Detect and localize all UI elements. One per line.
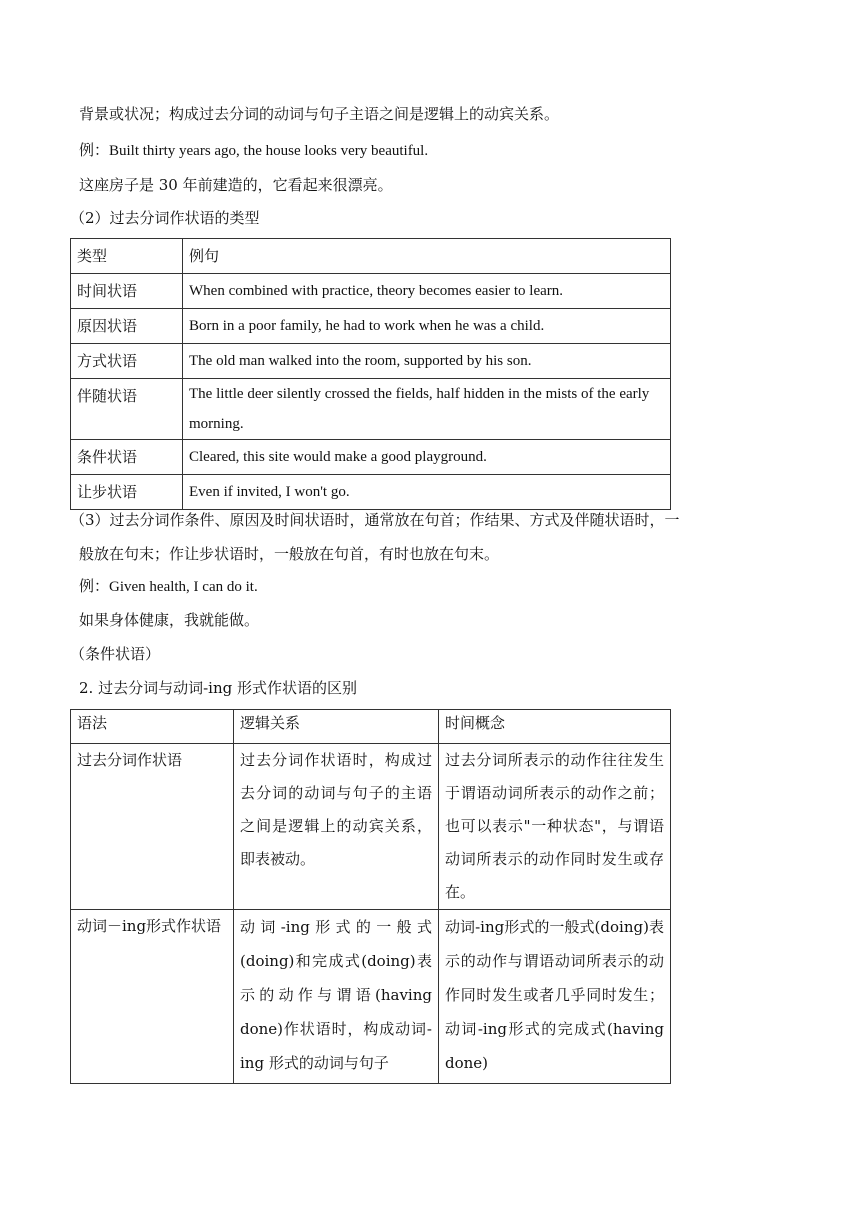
- table-cell: 原因状语: [71, 309, 183, 344]
- table-cell: 动词-ing形式的一般式(doing)表示的动作与谓语动词所表示的动作同时发生或者几乎同时发生；动词-ing形式的完成式(having done): [439, 910, 671, 1084]
- example-line: 例：Given health, I can do it.: [79, 579, 258, 595]
- section-heading: 2. 过去分词与动词-ing 形式作状语的区别: [79, 679, 357, 697]
- text-line: 般放在句末；作让步状语时，一般放在句首，有时也放在句末。: [79, 545, 500, 563]
- table-cell: When combined with practice, theory becomes easier to learn.: [183, 274, 671, 309]
- table-header-cell: 逻辑关系: [234, 710, 439, 744]
- table-cell: 时间状语: [71, 274, 183, 309]
- table-cell: 过去分词所表示的动作往往发生于谓语动词所表示的动作之前；也可以表示"一种状态"，与谓语动词所表示的动作同时发生或存在。: [439, 744, 671, 910]
- table-header-cell: 例句: [183, 239, 671, 274]
- text-line: （条件状语）: [70, 645, 161, 663]
- participle-type-table: [70, 238, 671, 510]
- table-cell: The old man walked into the room, supported by his son.: [183, 344, 671, 379]
- table-cell: The little deer silently crossed the fields, half hidden in the mists of the early morning.: [183, 379, 671, 440]
- table-header-cell: 语法: [71, 710, 234, 744]
- example-line: 例：Built thirty years ago, the house looks very beautiful.: [79, 143, 429, 159]
- table-cell: 条件状语: [71, 440, 183, 475]
- table-cell: 方式状语: [71, 344, 183, 379]
- table-cell: Even if invited, I won't go.: [183, 475, 671, 510]
- table-cell: 动词－ing形式作状语: [71, 910, 234, 1084]
- table-cell: 让步状语: [71, 475, 183, 510]
- table-cell: Born in a poor family, he had to work when he was a child.: [183, 309, 671, 344]
- table-cell: 过去分词作状语时，构成过去分词的动词与句子的主语之间是逻辑上的动宾关系，即表被动。: [234, 744, 439, 910]
- table-cell: 过去分词作状语: [71, 744, 234, 910]
- text-line: 如果身体健康，我就能做。: [79, 611, 260, 629]
- comparison-table: [70, 709, 671, 1084]
- table-cell: Cleared, this site would make a good playground.: [183, 440, 671, 475]
- text-line: 背景或状况；构成过去分词的动词与句子主语之间是逻辑上的动宾关系。: [79, 105, 560, 123]
- table-cell: 动词-ing形式的一般式(doing)和完成式(doing)表示的动作与谓语(having done)作状语时，构成动词-ing 形式的动词与句子: [234, 910, 439, 1084]
- text-line: 这座房子是 30 年前建造的，它看起来很漂亮。: [79, 176, 393, 194]
- table-cell: 伴随状语: [71, 379, 183, 440]
- section-heading: （2）过去分词作状语的类型: [70, 209, 260, 227]
- table-header-cell: 类型: [71, 239, 183, 274]
- text-line: （3）过去分词作条件、原因及时间状语时，通常放在句首；作结果、方式及伴随状语时，一: [70, 511, 680, 529]
- table-header-cell: 时间概念: [439, 710, 671, 744]
